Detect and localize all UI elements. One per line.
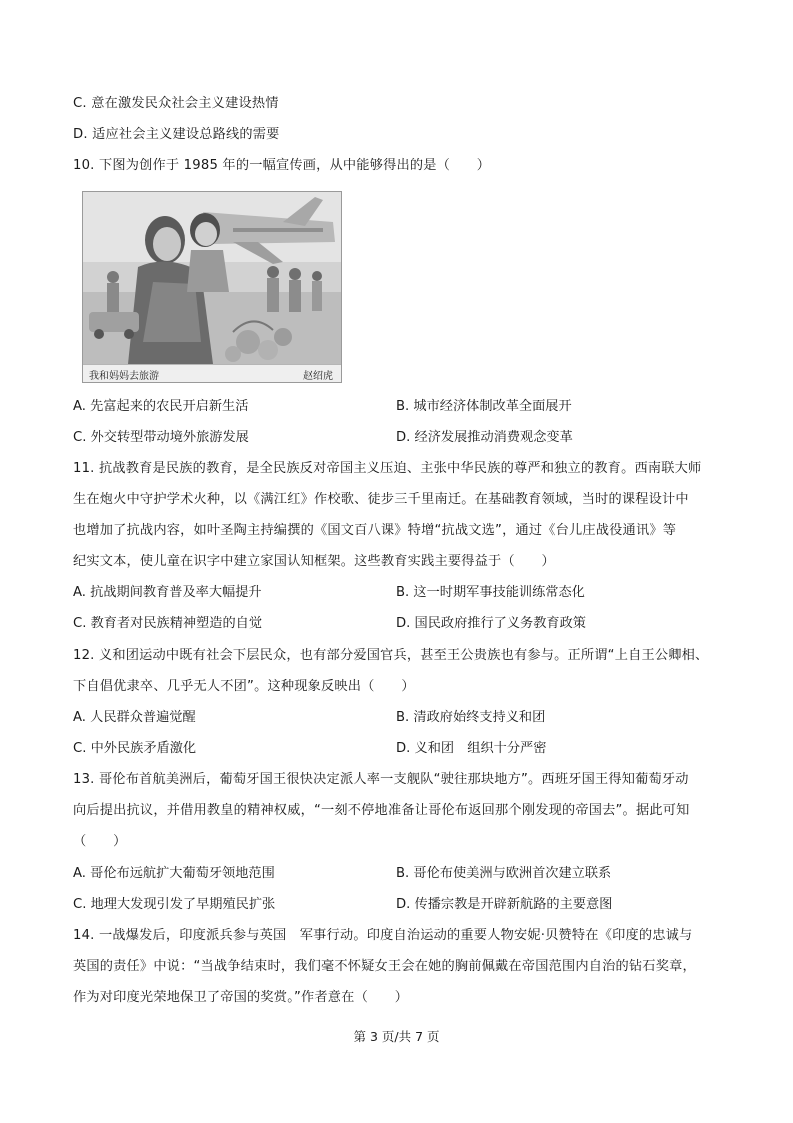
q11-option-d[interactable]: D. 国民政府推行了义务教育政策 (396, 616, 586, 631)
q11-option-a[interactable]: A. 抗战期间教育普及率大幅提升 (73, 585, 262, 600)
question-11-line-2: 生在炮火中守护学术火种，以《满江红》作校歌、徒步三千里南迁。在基础教育领域，当时的课程设计中 (73, 492, 689, 507)
q13-option-a[interactable]: A. 哥伦布远航扩大葡萄牙领地范围 (73, 866, 275, 881)
q13-option-d[interactable]: D. 传播宗教是开辟新航路的主要意图 (396, 897, 613, 912)
q13-option-c[interactable]: C. 地理大发现引发了早期殖民扩张 (73, 897, 276, 912)
question-12-line-1: 12. 义和团运动中既有社会下层民众，也有部分爱国官兵，甚至王公贵族也有参与。正所谓“上自王公卿相、 (73, 648, 709, 663)
poster-artist: 赵绍虎 (303, 371, 333, 382)
option-c-prev: C. 意在激发民众社会主义建设热情 (73, 96, 279, 111)
q12-option-d[interactable]: D. 义和团 组织十分严密 (396, 741, 547, 756)
option-d-prev: D. 适应社会主义建设总路线的需要 (73, 127, 280, 142)
question-12-line-2: 下自倡优隶卒、几乎无人不团”。这种现象反映出（ ） (73, 679, 415, 694)
q10-option-c[interactable]: C. 外交转型带动境外旅游发展 (73, 430, 249, 445)
question-13-line-2: 向后提出抗议，并借用教皇的精神权威，“一刻不停地准备让哥伦布返回那个刚发现的帝国去”。据此可知 (73, 803, 690, 818)
q12-option-a[interactable]: A. 人民群众普遍觉醒 (73, 710, 196, 725)
q10-option-a[interactable]: A. 先富起来的农民开启新生活 (73, 399, 249, 414)
q10-option-b[interactable]: B. 城市经济体制改革全面展开 (396, 399, 572, 414)
question-14-line-1: 14. 一战爆发后，印度派兵参与英国 军事行动。印度自治运动的重要人物安妮·贝赞特在《印度的忠诚与 (73, 928, 693, 943)
q13-option-b[interactable]: B. 哥伦布使美洲与欧洲首次建立联系 (396, 866, 612, 881)
question-11-line-4: 纪实文本，使儿童在识字中建立家国认知框架。这些教育实践主要得益于（ ） (73, 554, 555, 569)
q10-option-d[interactable]: D. 经济发展推动消费观念变革 (396, 430, 573, 445)
question-10: 10. 下图为创作于 1985 年的一幅宣传画，从中能够得出的是（ ） (73, 158, 491, 173)
poster-caption-bar (83, 364, 341, 382)
question-11-line-1: 11. 抗战教育是民族的教育，是全民族反对帝国主义压迫、主张中华民族的尊严和独立的教育。西南联大师 (73, 461, 702, 476)
poster-title: 我和妈妈去旅游 (89, 371, 159, 382)
poster-illustration (83, 192, 341, 364)
question-14-line-3: 作为对印度光荣地保卫了帝国的奖赏。”作者意在（ ） (73, 990, 409, 1005)
page-number-footer: 第 3 页/共 7 页 (353, 1029, 440, 1044)
q12-option-c[interactable]: C. 中外民族矛盾激化 (73, 741, 197, 756)
question-14-line-2: 英国的责任》中说：“当战争结束时，我们毫不怀疑女王会在她的胸前佩戴在帝国范围内自治的钻石奖章， (73, 959, 696, 974)
propaganda-poster-image (82, 191, 342, 383)
q11-option-c[interactable]: C. 教育者对民族精神塑造的自觉 (73, 616, 263, 631)
q11-option-b[interactable]: B. 这一时期军事技能训练常态化 (396, 585, 585, 600)
question-13-line-1: 13. 哥伦布首航美洲后，葡萄牙国王很快决定派人率一支舰队“驶往那块地方”。西班牙国王得知葡萄牙动 (73, 772, 689, 787)
q12-option-b[interactable]: B. 清政府始终支持义和团 (396, 710, 546, 725)
question-11-line-3: 也增加了抗战内容，如叶圣陶主持编撰的《国文百八课》特增“抗战文选”，通过《台儿庄战役通讯》等 (73, 523, 677, 538)
question-13-line-3: （ ） (73, 834, 127, 849)
